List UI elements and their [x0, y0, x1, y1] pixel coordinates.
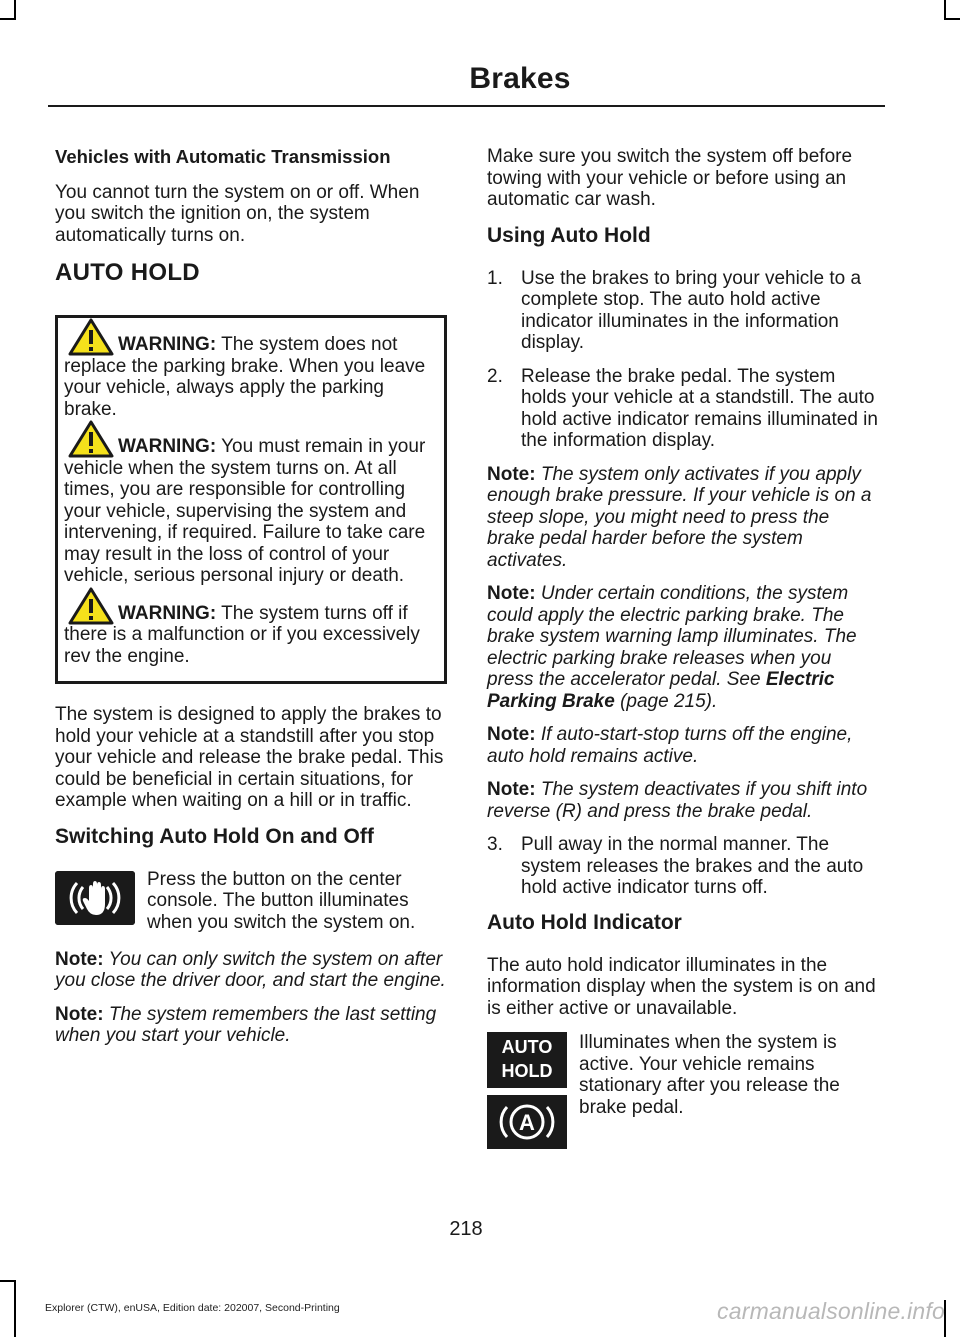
note-label: Note:	[487, 724, 536, 745]
note-text: The system only activates if you apply enough brake pressure. If your vehicle is on a steep slope, you might need to press the brake pedal harder before the system activates.	[487, 463, 872, 571]
warning-icon	[68, 318, 114, 356]
step-text: Use the brakes to bring your vehicle to a complete stop. The auto hold active indicator illuminates in the information display.	[521, 267, 862, 353]
step-number: 1.	[487, 267, 503, 289]
auto-hold-a-indicator-icon	[487, 1095, 567, 1149]
step-number: 3.	[487, 834, 503, 855]
crop-mark	[14, 0, 16, 20]
note-label: Note:	[487, 463, 536, 485]
step-number: 2.	[487, 365, 503, 387]
switch-text: Press the button on the center console. The button illuminates when you switch the system on.	[147, 868, 416, 933]
note-label: Note:	[487, 583, 536, 604]
electric-parking-brake-link[interactable]: Electric Parking Brake	[487, 669, 835, 712]
warning-label: WARNING:	[118, 334, 217, 355]
note-text: You can only switch the system on after you close the driver door, and start the engine.	[55, 948, 446, 991]
switching-title: Switching Auto Hold On and Off	[55, 824, 374, 848]
warning-item	[64, 603, 438, 668]
right-column	[487, 146, 879, 1152]
steps-list	[487, 834, 879, 899]
crop-mark	[14, 1280, 16, 1337]
note	[487, 724, 879, 767]
warning-text: The system turns off if there is a malfunction or if you excessively rev the engine.	[64, 602, 420, 667]
page-reference: (page 215).	[614, 690, 718, 712]
warning-icon	[68, 587, 114, 625]
note	[55, 949, 447, 992]
steps-list	[487, 268, 879, 452]
note-text: The system remembers the last setting when you start your vehicle.	[55, 1003, 437, 1046]
warning-box	[55, 315, 447, 684]
crop-mark	[944, 0, 946, 20]
note	[487, 583, 879, 712]
warning-text: The system does not replace the parking brake. When you leave your vehicle, always apply the parking brake.	[64, 334, 426, 420]
body-paragraph: The system is designed to apply the brakes to hold your vehicle at a standstill after you stop your vehicle and release the brake pedal. This could be beneficial in certain situations, for example when waiting on a hill or in traffic.	[55, 704, 444, 811]
warning-text: You must remain in your vehicle when the system turns on. At all times, you are responsible for controlling your vehicle, supervising the system and intervening, if required. Failure to take care may result in the loss of control of your vehicle, serious personal injury or death.	[64, 436, 426, 586]
section-title: AUTO HOLD	[55, 259, 200, 286]
note-text: The system deactivates if you shift into reverse (R) and press the brake pedal.	[487, 779, 868, 822]
footer-text: Explorer (CTW), enUSA, Edition date: 202007, Second-Printing	[45, 1302, 340, 1314]
warning-icon	[68, 420, 114, 458]
crop-mark	[0, 18, 16, 20]
crop-mark	[944, 18, 960, 20]
page-number: 218	[449, 1218, 483, 1240]
indicator-intro: The auto hold indicator illuminates in the information display when the system is on and is either active or unavailable.	[487, 954, 876, 1019]
list-item	[487, 268, 879, 354]
crop-mark	[0, 1280, 16, 1282]
note-text: Under certain conditions, the system could apply the electric parking brake. The brake system warning lamp illuminates. The electric parking brake releases when you press the accelerator pedal. See	[487, 583, 857, 690]
page-title: Brakes	[469, 62, 571, 95]
note-label: Note:	[55, 1003, 104, 1025]
indicator-title: Auto Hold Indicator	[487, 910, 682, 934]
svg-text:A: A	[519, 1110, 535, 1135]
note	[55, 1004, 447, 1047]
list-item	[487, 366, 879, 452]
step-text: Release the brake pedal. The system holds your vehicle at a standstill. The auto hold active indicator remains illuminated in the information display.	[521, 365, 878, 451]
left-column	[55, 146, 447, 1059]
header-rule	[48, 105, 885, 107]
warning-label: WARNING:	[118, 602, 217, 624]
note-label: Note:	[487, 779, 536, 800]
transmission-subheading: Vehicles with Automatic Transmission	[55, 146, 391, 167]
step-text: Pull away in the normal manner. The system releases the brakes and the auto hold active indicator turns off.	[521, 834, 864, 898]
note-text: If auto-start-stop turns off the engine, auto hold remains active.	[487, 724, 853, 767]
using-title: Using Auto Hold	[487, 223, 651, 247]
note	[487, 779, 879, 822]
warning-item	[64, 436, 438, 587]
watermark: carmanualsonline.info	[717, 1298, 945, 1324]
indicator-paragraph	[487, 1032, 879, 1152]
warning-item	[64, 334, 438, 420]
intro-paragraph: You cannot turn the system on or off. When you switch the ignition on, the system automatically turns on.	[55, 181, 420, 246]
warning-label: WARNING:	[118, 436, 217, 457]
indicator-text: Illuminates when the system is active. Your vehicle remains stationary after you release the brake pedal.	[579, 1032, 840, 1118]
switch-paragraph	[55, 869, 447, 935]
note-label: Note:	[55, 948, 104, 970]
note	[487, 464, 879, 572]
list-item	[487, 834, 879, 899]
auto-hold-button-icon	[55, 871, 135, 925]
towing-paragraph: Make sure you switch the system off before towing with your vehicle or before using an automatic car wash.	[487, 146, 853, 210]
auto-hold-indicator-icon: AUTO HOLD	[487, 1032, 567, 1088]
